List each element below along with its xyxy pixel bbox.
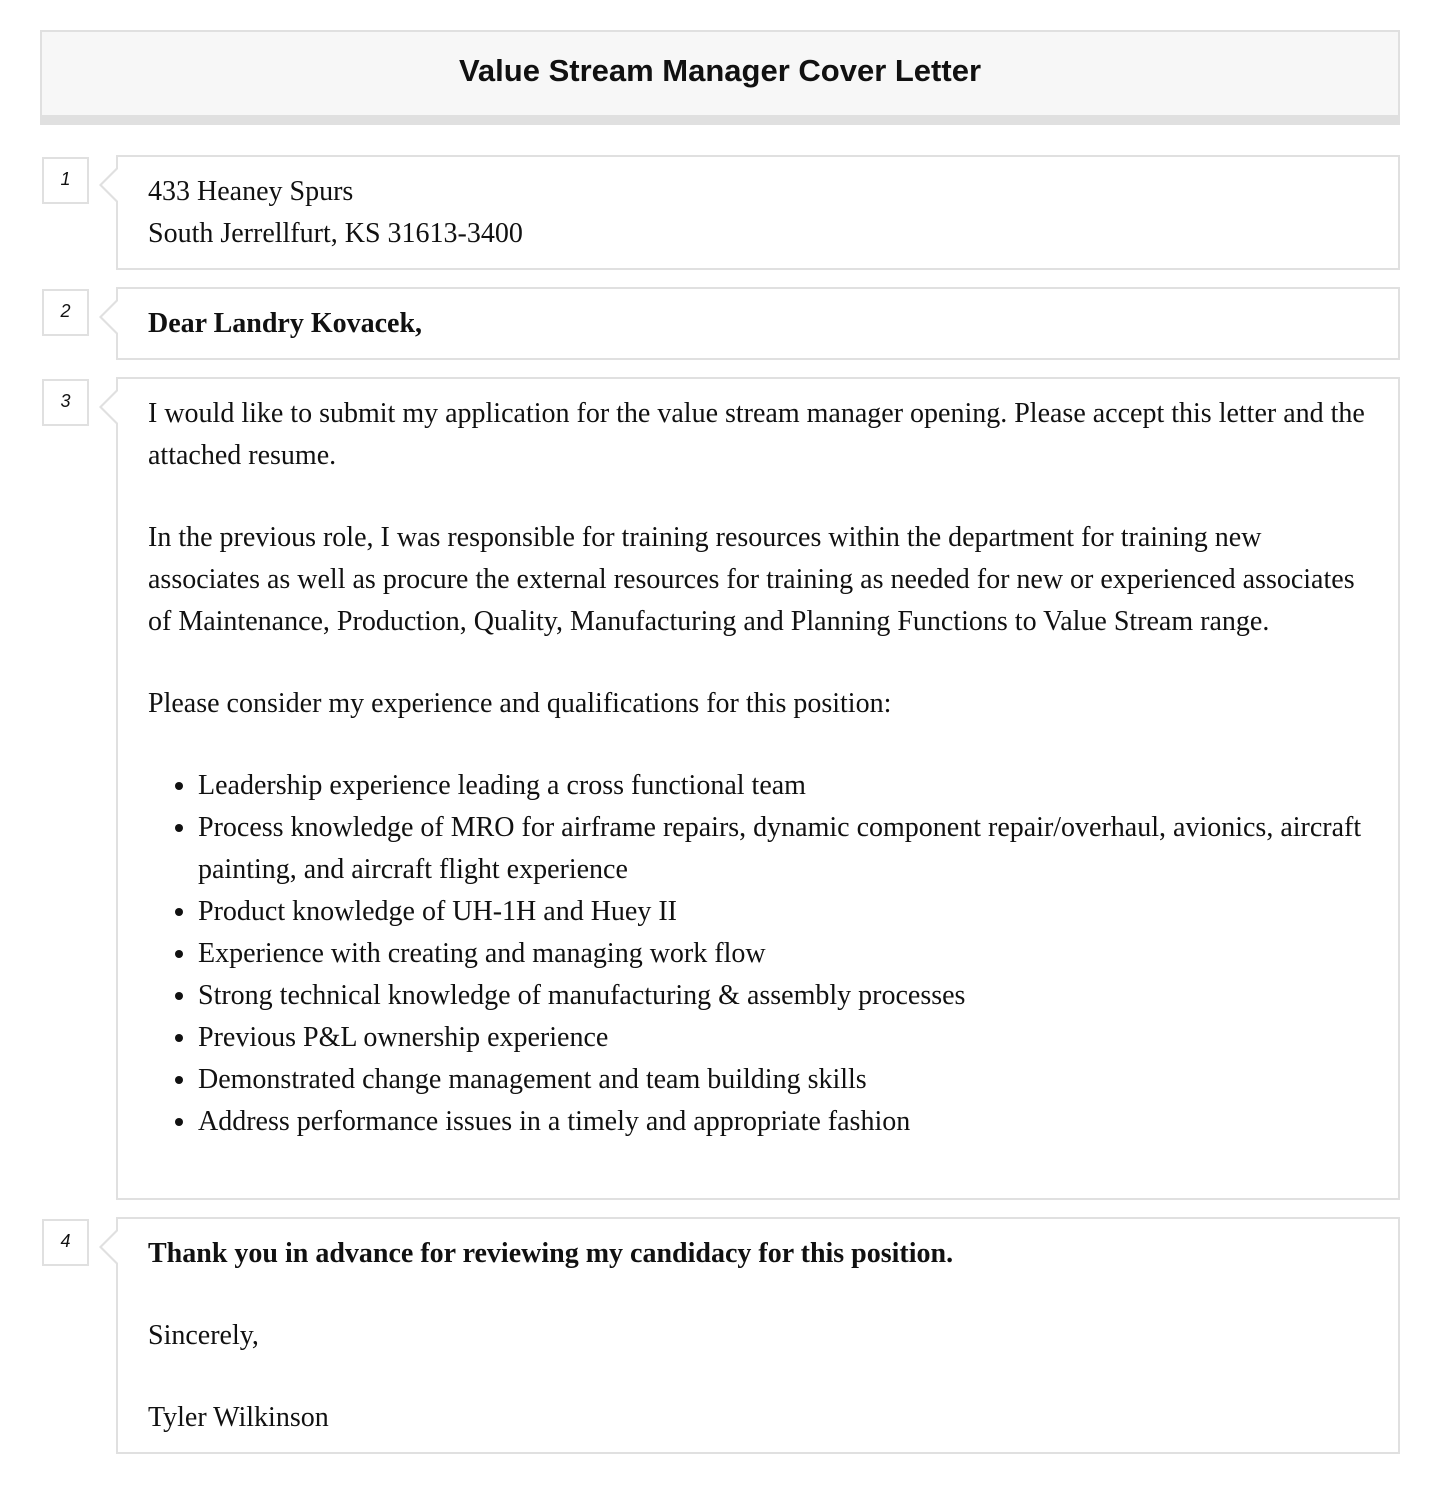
page-title: Value Stream Manager Cover Letter (458, 52, 982, 88)
list-item: • Product knowledge of UH-1H and Huey II (198, 891, 1368, 933)
section-number-badge: 1 (42, 157, 89, 204)
section-number-badge: 2 (42, 289, 89, 336)
section-number-badge: 3 (42, 379, 89, 426)
list-item: • Strong technical knowledge of manufacturing & assembly processes (198, 975, 1368, 1017)
address-block (116, 155, 1400, 270)
greeting: Dear Landry Kovacek, (148, 308, 423, 339)
list-item: • Process knowledge of MRO for airframe repairs, dynamic component repair/overhaul, avionics, aircraft painting, and aircraft flight experience (198, 807, 1368, 891)
body-block (116, 377, 1400, 1200)
section-number-badge: 4 (42, 1219, 89, 1266)
body-paragraph: I would like to submit my application for the value stream manager opening. Please accept this letter and the attached resume. (148, 398, 1365, 471)
address-line-1: 433 Heaney Spurs (148, 176, 354, 207)
list-item: • Experience with creating and managing work flow (198, 933, 1368, 975)
list-item: • Demonstrated change management and team building skills (198, 1059, 1368, 1101)
closing-block (116, 1217, 1400, 1454)
body-paragraph: Please consider my experience and qualifications for this position: (148, 688, 892, 719)
list-item: • Address performance issues in a timely and appropriate fashion (198, 1101, 1368, 1143)
closing-statement: Thank you in advance for reviewing my candidacy for this position. (148, 1238, 954, 1269)
page-header (40, 30, 1400, 125)
sign-off: Sincerely, (148, 1320, 259, 1351)
greeting-block (116, 287, 1400, 360)
qualifications-list (148, 765, 1368, 1143)
signature: Tyler Wilkinson (148, 1402, 329, 1433)
list-item: • Leadership experience leading a cross functional team (198, 765, 1368, 807)
address-line-2: South Jerrellfurt, KS 31613-3400 (148, 218, 523, 249)
list-item: • Previous P&L ownership experience (198, 1017, 1368, 1059)
body-paragraph: In the previous role, I was responsible for training resources within the department for training new associates as well as procure the external resources for training as needed for new or experienced associates of Maintenance, Production, Quality, Manufacturing and Planning Functions to Value Stream range. (148, 522, 1355, 637)
